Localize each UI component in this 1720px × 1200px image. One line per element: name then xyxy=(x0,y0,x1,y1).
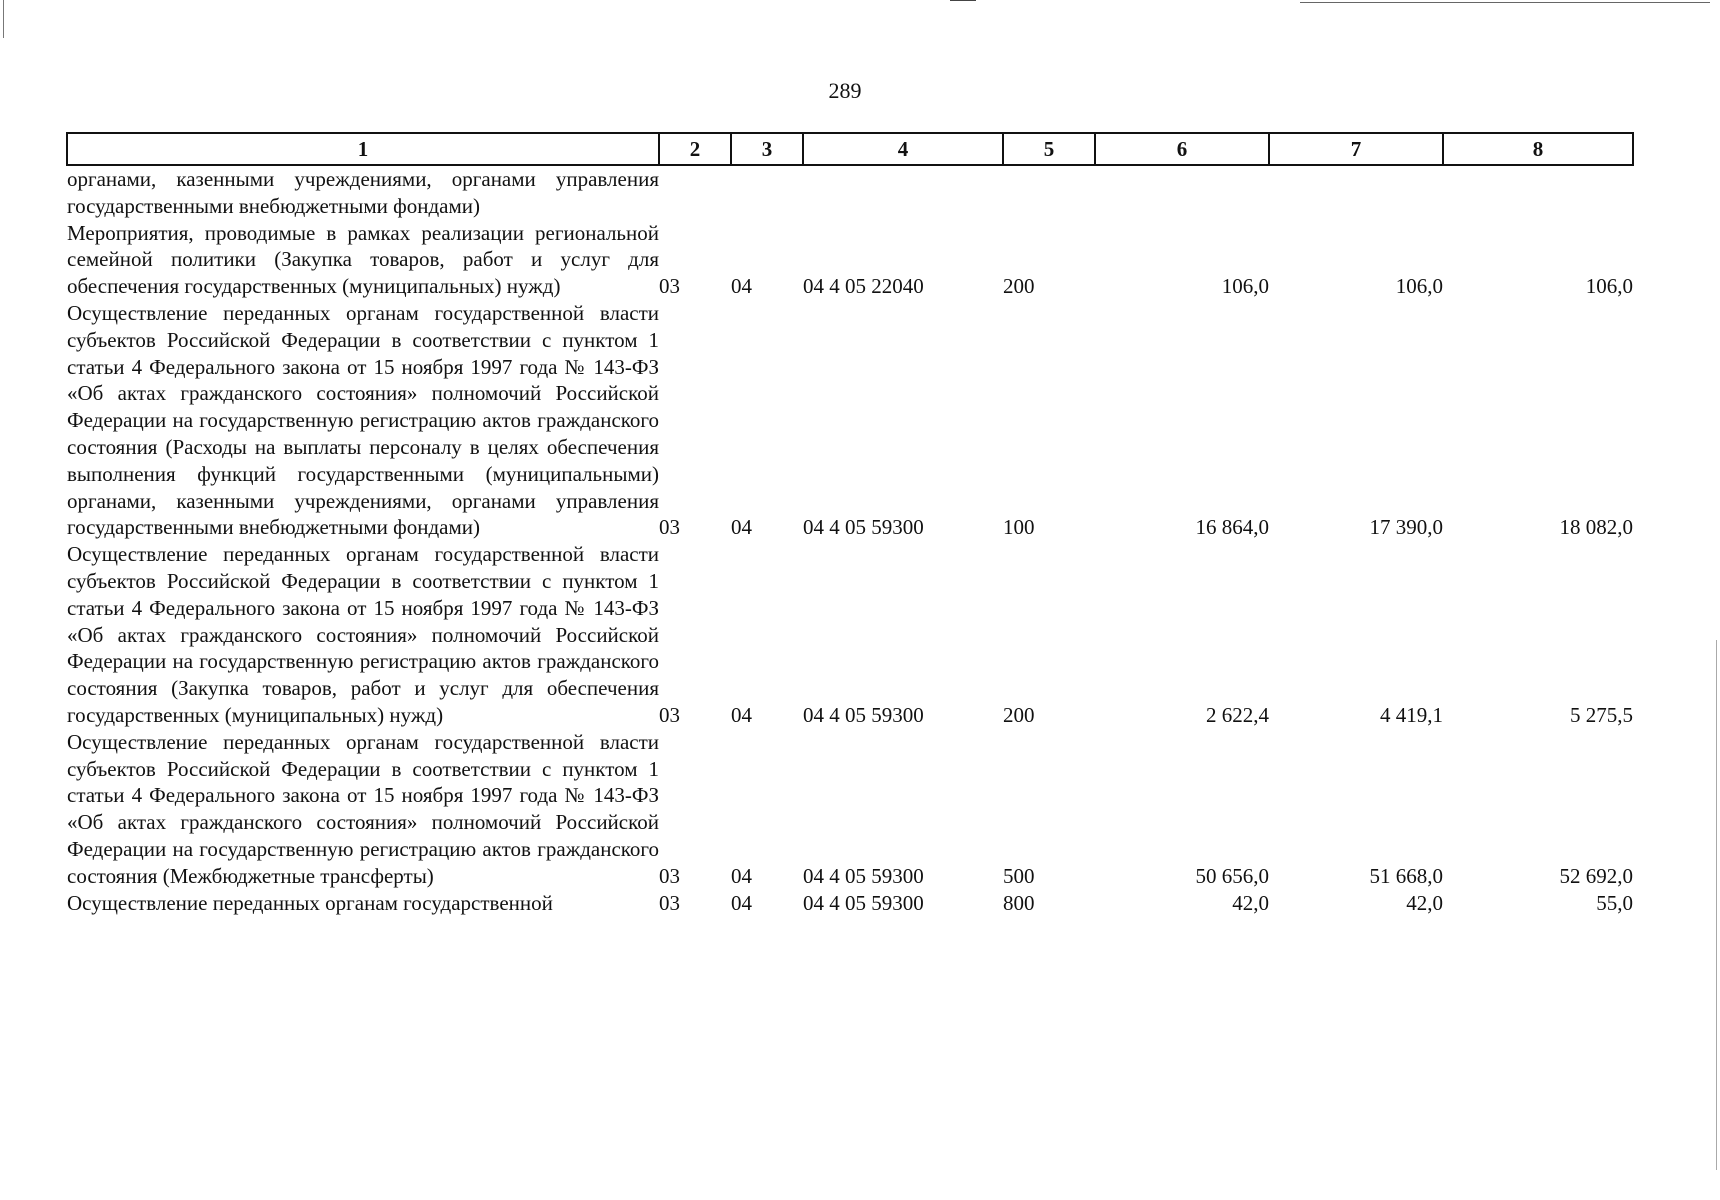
row-description: Осуществление переданных органам государственной власти субъектов Российской Федерации в соответствии с пунктом 1 статьи 4 Федерального закона от 15 ноября 1997 года № 143-ФЗ «Об актах гражданского состояния» полномочий Российской Федерации на государственную регистрацию актов гражданского состояния (Закупка товаров, работ и услуг для обеспечения государственных (муниципальных) нужд) xyxy=(67,542,659,727)
row-subsection: 04 xyxy=(731,274,752,299)
row-amount-col6: 2 622,4 xyxy=(1206,702,1269,727)
row-amount-col8: 52 692,0 xyxy=(1559,863,1633,888)
row-expense-type: 500 xyxy=(1003,863,1035,888)
row-amount-col7: 17 390,0 xyxy=(1369,515,1443,540)
row-amount-col7: 51 668,0 xyxy=(1369,863,1443,888)
row-expense-type: 800 xyxy=(1003,890,1035,915)
row-description: Осуществление переданных органам государственной xyxy=(67,890,553,915)
row-section: 03 xyxy=(659,274,680,299)
scan-edge-left xyxy=(3,0,4,38)
row-expense-type: 200 xyxy=(1003,702,1035,727)
row-target-code: 04 4 05 59300 xyxy=(803,515,924,540)
row-amount-col6: 50 656,0 xyxy=(1195,863,1269,888)
row-section xyxy=(659,165,731,220)
table-row xyxy=(67,220,1633,300)
row-amount-col8: 106,0 xyxy=(1585,274,1633,299)
row-amount-col7: 42,0 xyxy=(1406,890,1443,915)
row-amount-col8: 55,0 xyxy=(1596,890,1633,915)
row-amount-col8 xyxy=(1443,165,1633,220)
row-amount-col8: 5 275,5 xyxy=(1570,702,1633,727)
row-subsection: 04 xyxy=(731,863,752,888)
row-description: органами, казенными учреждениями, органами управления государственными внебюджетными фондами) xyxy=(67,167,659,218)
table-row xyxy=(67,541,1633,729)
row-target-code: 04 4 05 59300 xyxy=(803,702,924,727)
row-amount-col6 xyxy=(1095,165,1269,220)
row-description: Осуществление переданных органам государственной власти субъектов Российской Федерации в соответствии с пунктом 1 статьи 4 Федерального закона от 15 ноября 1997 года № 143-ФЗ «Об актах гражданского состояния» полномочий Российской Федерации на государственную регистрацию актов гражданского состояния (Расходы на выплаты персоналу в целях обеспечения выполнения функций государственными (муниципальными) органами, казенными учреждениями, органами управления государственными внебюджетными фондами) xyxy=(67,300,659,540)
row-target-code xyxy=(803,165,1003,220)
header-col-6: 6 xyxy=(1095,133,1269,165)
table-row xyxy=(67,729,1633,890)
row-subsection: 04 xyxy=(731,890,752,915)
header-col-7: 7 xyxy=(1269,133,1443,165)
table-row xyxy=(67,300,1633,541)
header-col-2: 2 xyxy=(659,133,731,165)
row-section: 03 xyxy=(659,515,680,540)
row-amount-col6: 42,0 xyxy=(1232,890,1269,915)
row-target-code: 04 4 05 59300 xyxy=(803,890,924,915)
row-amount-col6: 16 864,0 xyxy=(1195,515,1269,540)
row-expense-type xyxy=(1003,165,1095,220)
header-col-3: 3 xyxy=(731,133,803,165)
row-amount-col7 xyxy=(1269,165,1443,220)
row-amount-col7: 4 419,1 xyxy=(1380,702,1443,727)
row-amount-col8: 18 082,0 xyxy=(1559,515,1633,540)
table-row xyxy=(67,165,1633,220)
row-subsection: 04 xyxy=(731,702,752,727)
row-subsection xyxy=(731,165,803,220)
row-section: 03 xyxy=(659,890,680,915)
row-amount-col6: 106,0 xyxy=(1221,274,1269,299)
header-col-5: 5 xyxy=(1003,133,1095,165)
header-col-4: 4 xyxy=(803,133,1003,165)
scan-mark-top xyxy=(950,0,976,1)
row-expense-type: 200 xyxy=(1003,274,1035,299)
row-description: Осуществление переданных органам государственной власти субъектов Российской Федерации в соответствии с пунктом 1 статьи 4 Федерального закона от 15 ноября 1997 года № 143-ФЗ «Об актах гражданского состояния» полномочий Российской Федерации на государственную регистрацию актов гражданского состояния (Межбюджетные трансферты) xyxy=(67,729,659,888)
row-target-code: 04 4 05 59300 xyxy=(803,863,924,888)
table-header-row xyxy=(67,133,1633,165)
row-amount-col7: 106,0 xyxy=(1395,274,1443,299)
row-section: 03 xyxy=(659,863,680,888)
header-col-8: 8 xyxy=(1443,133,1633,165)
row-subsection: 04 xyxy=(731,515,752,540)
budget-table xyxy=(66,132,1634,916)
page-number: 289 xyxy=(828,78,862,103)
scan-edge-right xyxy=(1716,640,1717,1170)
header-col-1: 1 xyxy=(67,133,659,165)
table-row xyxy=(67,890,1633,917)
row-section: 03 xyxy=(659,702,680,727)
row-description: Мероприятия, проводимые в рамках реализации региональной семейной политики (Закупка товаров, работ и услуг для обеспечения государственных (муниципальных) нужд) xyxy=(67,220,659,299)
scan-mark-top-right xyxy=(1300,2,1710,3)
row-expense-type: 100 xyxy=(1003,515,1035,540)
row-target-code: 04 4 05 22040 xyxy=(803,274,924,299)
